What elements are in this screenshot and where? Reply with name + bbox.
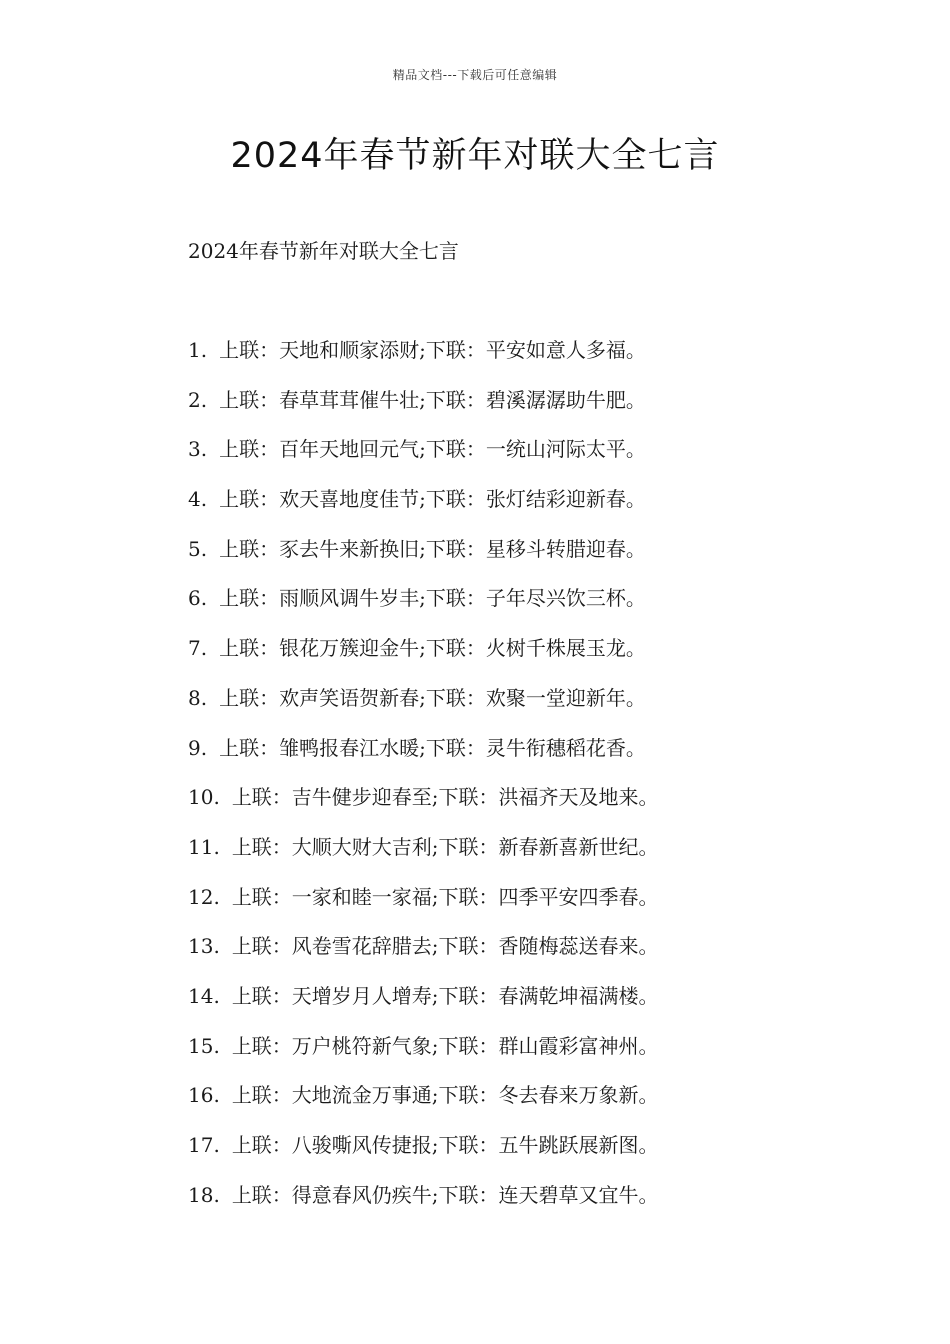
couplet-item <box>188 633 659 683</box>
item-number: 17. <box>188 1133 220 1157</box>
item-number: 5. <box>188 536 208 561</box>
couplet-list <box>188 335 659 1229</box>
item-number: 4. <box>188 487 208 512</box>
couplet-item <box>188 1031 659 1081</box>
couplet-text: 上联：吉牛健步迎春至;下联：洪福齐天及地来。 <box>231 785 659 810</box>
couplet-text: 上联：大顺大财大吉利;下联：新春新喜新世纪。 <box>231 834 659 859</box>
item-number: 13. <box>188 934 220 959</box>
couplet-text: 上联：银花万簇迎金牛;下联：火树千株展玉龙。 <box>219 636 646 661</box>
header-note: 精品文档---下载后可任意编辑 <box>392 68 558 82</box>
couplet-item <box>188 335 659 385</box>
couplet-item <box>188 882 659 932</box>
item-number: 11. <box>188 834 220 859</box>
couplet-text: 上联：大地流金万事通;下联：冬去春来万象新。 <box>231 1083 659 1108</box>
item-number: 10. <box>188 785 220 810</box>
item-number: 9. <box>188 735 208 760</box>
couplet-item <box>188 981 659 1031</box>
couplet-item <box>188 434 659 484</box>
item-number: 1. <box>188 338 208 362</box>
item-number: 14. <box>188 983 220 1008</box>
couplet-item <box>188 1130 659 1180</box>
couplet-item <box>188 583 659 633</box>
item-number: 6. <box>188 586 208 611</box>
couplet-item <box>188 1180 659 1230</box>
couplet-item <box>188 832 659 882</box>
couplet-text: 上联：一家和睦一家福;下联：四季平安四季春。 <box>231 884 659 909</box>
couplet-item <box>188 534 659 584</box>
item-number: 3. <box>188 437 208 462</box>
couplet-text: 上联：八骏嘶风传捷报;下联：五牛跳跃展新图。 <box>231 1133 659 1157</box>
couplet-item <box>188 931 659 981</box>
couplet-text: 上联：风卷雪花辞腊去;下联：香随梅蕊送春来。 <box>231 934 659 959</box>
couplet-item <box>188 385 659 435</box>
item-number: 7. <box>188 636 208 661</box>
couplet-text: 上联：欢天喜地度佳节;下联：张灯结彩迎新春。 <box>219 487 646 512</box>
document-subtitle: 2024年春节新年对联大全七言 <box>188 239 459 263</box>
couplet-text: 上联：雏鸭报春江水暖;下联：灵牛衔穗稻花香。 <box>219 735 646 760</box>
couplet-text: 上联：天地和顺家添财;下联：平安如意人多福。 <box>219 338 646 362</box>
couplet-item <box>188 733 659 783</box>
item-number: 2. <box>188 387 208 412</box>
item-number: 16. <box>188 1083 220 1108</box>
item-number: 18. <box>188 1182 220 1207</box>
couplet-text: 上联：万户桃符新气象;下联：群山霞彩富神州。 <box>231 1033 659 1058</box>
couplet-item <box>188 683 659 733</box>
item-number: 12. <box>188 884 220 909</box>
couplet-item <box>188 782 659 832</box>
couplet-text: 上联：春草茸茸催牛壮;下联：碧溪潺潺助牛肥。 <box>219 387 646 412</box>
couplet-item <box>188 1080 659 1130</box>
couplet-text: 上联：百年天地回元气;下联：一统山河际太平。 <box>219 437 646 462</box>
item-number: 15. <box>188 1033 220 1058</box>
couplet-text: 上联：豕去牛来新换旧;下联：星移斗转腊迎春。 <box>219 536 646 561</box>
couplet-text: 上联：欢声笑语贺新春;下联：欢聚一堂迎新年。 <box>219 685 646 710</box>
couplet-text: 上联：天增岁月人增寿;下联：春满乾坤福满楼。 <box>231 983 659 1008</box>
couplet-text: 上联：雨顺风调牛岁丰;下联：子年尽兴饮三杯。 <box>219 586 646 611</box>
page-title: 2024年春节新年对联大全七言 <box>230 136 720 176</box>
couplet-item <box>188 484 659 534</box>
couplet-text: 上联：得意春风仍疾牛;下联：连天碧草又宜牛。 <box>231 1182 659 1207</box>
item-number: 8. <box>188 685 208 710</box>
